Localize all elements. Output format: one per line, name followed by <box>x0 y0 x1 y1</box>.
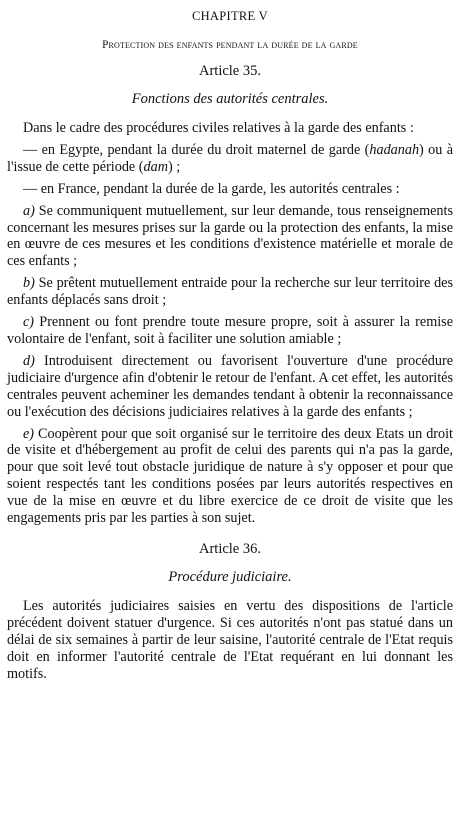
egypt-prefix: — en Egypte, pendant la durée du droit maternel de garde ( <box>23 141 370 158</box>
item-letter: c) <box>23 314 35 331</box>
chapter-heading <box>7 8 453 25</box>
article-35-intro: Dans le cadre des procédures civiles relatives à la garde des enfants : <box>23 120 414 136</box>
egypt-middle: ) ou à l'issue de cette période ( <box>7 141 453 175</box>
article-35-item-a <box>7 203 453 271</box>
article-35-heading: Article 35. <box>198 63 261 79</box>
article-35-france-clause: — en France, pendant la durée de la garde, les autorités centrales : <box>23 180 400 197</box>
item-text: Se prêtent mutuellement entraide pour la recherche sur leur territoire des enfants déplacés sans droit ; <box>7 275 453 309</box>
chapter-subtitle: Protection des enfants pendant la durée de la garde <box>102 39 358 51</box>
item-text: Introduisent directement ou favorisent l'ouverture d'une procédure judiciaire d'urgence afin d'obtenir le retour de l'enfant. A cet effet, les autorités centrales peuvent acheminer les demandes tendant à obtenir la reconnaissance ou l'exécution des décisions judiciaires relatives à la garde des enfants ; <box>7 352 453 420</box>
article-35-item-d <box>7 353 453 421</box>
item-letter: d) <box>23 352 35 369</box>
article-35-title: Fonctions des autorités centrales. <box>131 91 329 107</box>
chapter-label: CHAPITRE V <box>191 9 269 23</box>
article-35-egypt-clause <box>7 142 453 176</box>
item-letter: a) <box>23 202 35 219</box>
egypt-suffix: ) ; <box>167 158 181 175</box>
article-36-title: Procédure judiciaire. <box>168 568 292 585</box>
article-35-item-b <box>7 275 453 309</box>
article-35-item-c <box>7 314 453 348</box>
egypt-term-hadanah: hadanah <box>369 141 420 158</box>
item-text: Coopèrent pour que soit organisé sur le territoire des deux Etats un droit de visite et d'hébergement au profit de celui des parents qui n'a pas la garde, pour que soit levé tout obstacle juridique de nature à s'y opposer et pour que soient respectés tant les conditions posées par leurs autorités respectives en vue de la mise en œuvre et du libre exercice de ce droit de visite que les engagements pris par les parties à son sujet. <box>7 425 453 527</box>
section-spacer <box>7 527 453 541</box>
article-35-item-e <box>7 426 453 527</box>
item-letter: b) <box>23 275 35 292</box>
item-text: Se communiquent mutuellement, sur leur demande, tous renseignements concernant les mesures prises sur la garde ou la protection des enfants, la mise en œuvre de ces mesures et les conditions d'existence matérielle et morale de ces enfants ; <box>7 202 453 270</box>
item-text: Prennent ou font prendre toute mesure propre, soit à assurer la remise volontaire de l'enfant, soit à faciliter une solution amiable ; <box>7 314 453 347</box>
article-36-body: Les autorités judiciaires saisies en vertu des dispositions de l'article précédent doivent statuer d'urgence. Si ces autorités n'ont pas statué dans un délai de six semaines à partir de leur saisine, l'autorité centrale de l'Etat requis doit en informer l'autorité centrale de l'Etat requérant en lui donnant les motifs. <box>7 597 453 682</box>
article-36-heading: Article 36. <box>198 540 261 557</box>
egypt-term-dam: dam <box>143 158 168 175</box>
item-letter: e) <box>23 425 35 442</box>
